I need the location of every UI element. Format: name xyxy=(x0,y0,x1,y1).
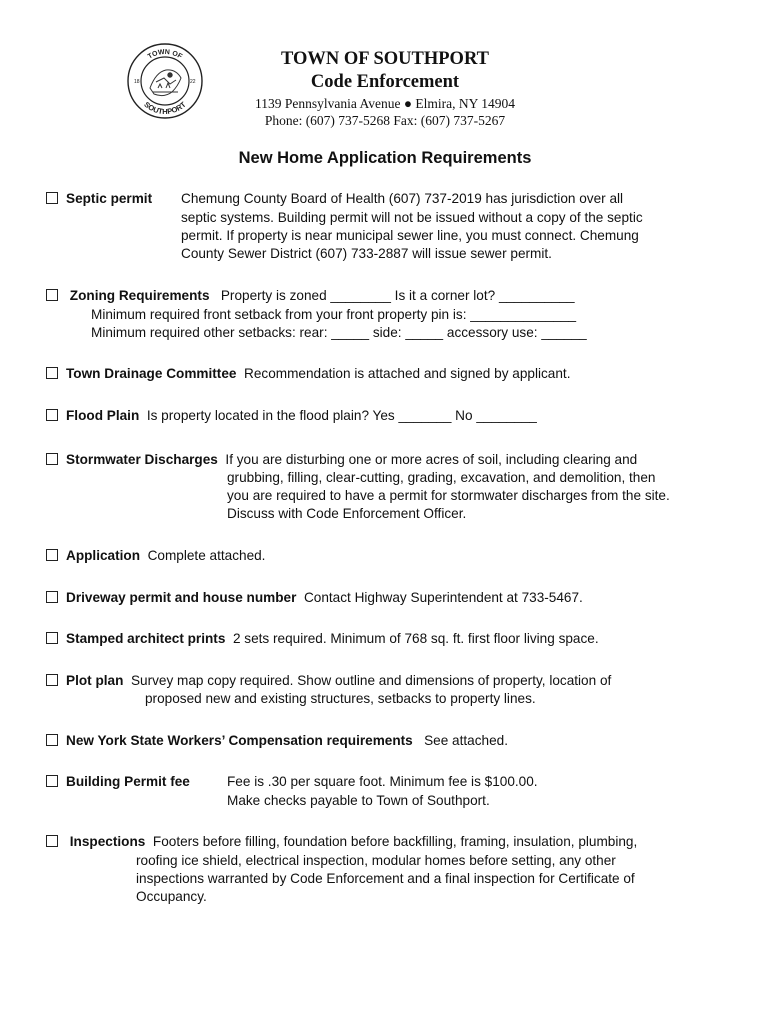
inspections-text-line: Footers before filling, foundation before backfilling, framing, insulation, plumbing, xyxy=(152,834,638,849)
fee-label: Building Permit fee xyxy=(66,774,190,789)
stormwater-text-line: If you are disturbing one or more acres of soil, including clearing and xyxy=(225,452,638,467)
zoning-text-line: Minimum required front setback from your front property pin is: ______________ xyxy=(91,307,577,322)
stormwater-text-line: grubbing, filling, clear-cutting, grading, excavation, and demolition, then xyxy=(227,470,656,485)
address-line: 1139 Pennsylvania Avenue ● Elmira, NY 14904 xyxy=(255,96,515,111)
application-text: Complete attached. xyxy=(147,548,266,563)
inspections-item-header xyxy=(46,833,637,851)
inspections-text-line: Occupancy. xyxy=(136,889,207,904)
stormwater-text-line: you are required to have a permit for stormwater discharges from the site. xyxy=(227,488,670,503)
architect-item xyxy=(46,630,599,648)
driveway-text: Contact Highway Superintendent at 733-5467. xyxy=(303,590,583,605)
application-item xyxy=(46,547,265,565)
plot-item-header xyxy=(46,672,611,690)
inspections-checkbox[interactable] xyxy=(46,835,58,847)
seal-bottom-text: SOUTHPORT xyxy=(142,99,188,116)
zoning-label: Zoning Requirements xyxy=(69,288,210,303)
architect-checkbox[interactable] xyxy=(46,632,58,644)
zoning-text-line: Minimum required other setbacks: rear: _____ side: _____ accessory use: ______ xyxy=(91,325,587,340)
stormwater-checkbox[interactable] xyxy=(46,453,58,465)
department-name: Code Enforcement xyxy=(310,72,460,92)
inspections-text-line: inspections warranted by Code Enforcement and a final inspection for Certificate of xyxy=(136,871,635,886)
flood-label: Flood Plain xyxy=(66,408,140,423)
plot-text-line: proposed new and existing structures, setbacks to property lines. xyxy=(145,691,536,706)
architect-text: 2 sets required. Minimum of 768 sq. ft. first floor living space. xyxy=(232,631,599,646)
drainage-text: Recommendation is attached and signed by applicant. xyxy=(244,366,571,381)
seal-top-text: TOWN OF xyxy=(146,48,184,61)
fee-text-line: Fee is .30 per square foot. Minimum fee is $100.00. xyxy=(227,774,538,789)
drainage-item xyxy=(46,365,570,383)
fee-checkbox[interactable] xyxy=(46,775,58,787)
stormwater-text-line: Discuss with Code Enforcement Officer. xyxy=(227,506,467,521)
septic-label: Septic permit xyxy=(66,191,153,206)
flood-checkbox[interactable] xyxy=(46,409,58,421)
inspections-text-line: roofing ice shield, electrical inspection, modular homes before setting, any other xyxy=(136,853,616,868)
plot-label: Plot plan xyxy=(66,673,124,688)
workers-label: New York State Workers’ Compensation requirements xyxy=(66,733,413,748)
seal-left-digits: 18 xyxy=(134,79,140,85)
architect-label: Stamped architect prints xyxy=(66,631,226,646)
fee-text-line: Make checks payable to Town of Southport. xyxy=(227,793,490,808)
septic-text-line: permit. If property is near municipal sewer line, you must connect. Chemung xyxy=(181,228,639,243)
septic-text-line: Chemung County Board of Health (607) 737-2019 has jurisdiction over all xyxy=(181,191,624,206)
driveway-item xyxy=(46,589,583,607)
septic-text-line: septic systems. Building permit will not be issued without a copy of the septic xyxy=(181,210,643,225)
page-title: New Home Application Requirements xyxy=(238,149,532,167)
seal-right-digits: 22 xyxy=(190,79,196,85)
application-label: Application xyxy=(66,548,141,563)
zoning-checkbox[interactable] xyxy=(46,289,58,301)
workers-item xyxy=(46,732,508,750)
org-name: TOWN OF SOUTHPORT xyxy=(280,49,490,69)
application-checkbox[interactable] xyxy=(46,549,58,561)
fee-item-header xyxy=(46,773,190,791)
stormwater-label: Stormwater Discharges xyxy=(66,452,218,467)
driveway-label: Driveway permit and house number xyxy=(66,590,297,605)
septic-checkbox[interactable] xyxy=(46,192,58,204)
workers-checkbox[interactable] xyxy=(46,734,58,746)
zoning-text-line: Property is zoned ________ Is it a corner lot? __________ xyxy=(220,288,575,303)
phone-fax-line: Phone: (607) 737-5268 Fax: (607) 737-5267 xyxy=(264,113,506,128)
workers-text: See attached. xyxy=(424,733,508,748)
stormwater-item-header xyxy=(46,451,637,469)
driveway-checkbox[interactable] xyxy=(46,591,58,603)
plot-checkbox[interactable] xyxy=(46,674,58,686)
septic-text-line: County Sewer District (607) 733-2887 will issue sewer permit. xyxy=(181,246,552,261)
zoning-item-header xyxy=(46,287,575,305)
septic-item-header xyxy=(46,190,152,208)
drainage-label: Town Drainage Committee xyxy=(66,366,237,381)
inspections-label: Inspections xyxy=(69,834,146,849)
flood-item xyxy=(46,407,537,425)
plot-text-line: Survey map copy required. Show outline and dimensions of property, location of xyxy=(130,673,612,688)
flood-text: Is property located in the flood plain? Yes _______ No ________ xyxy=(146,408,537,423)
drainage-checkbox[interactable] xyxy=(46,367,58,379)
